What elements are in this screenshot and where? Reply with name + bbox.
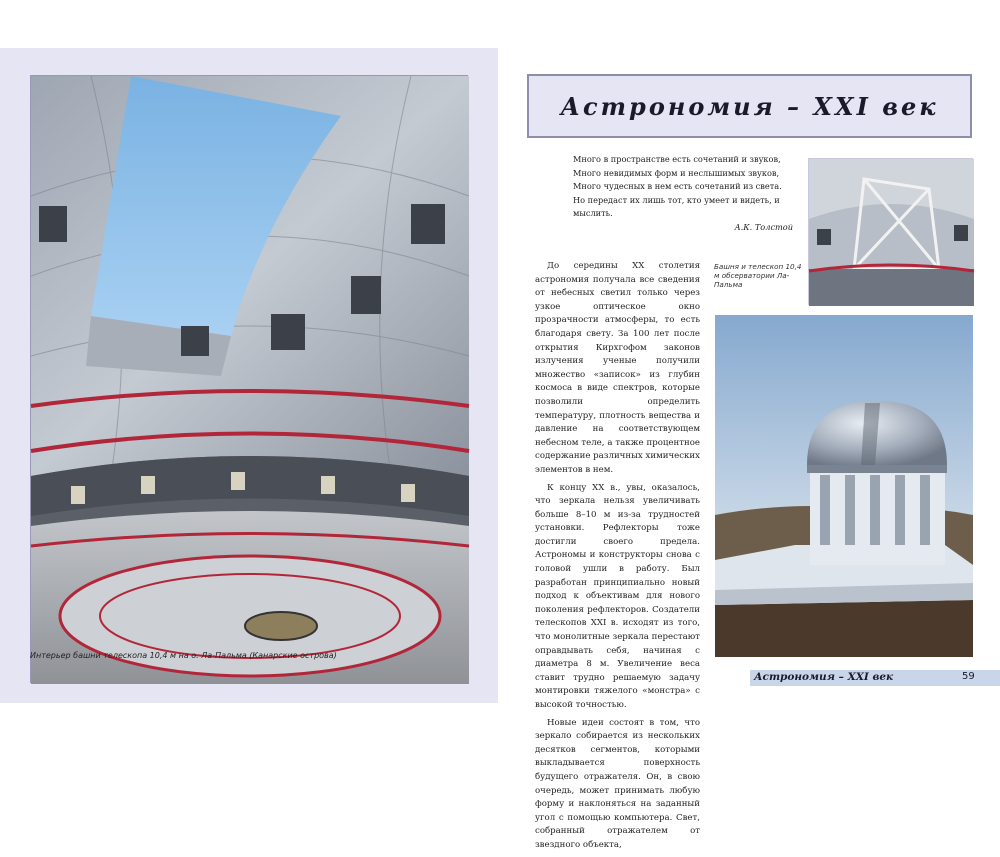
article-body	[535, 260, 700, 857]
poem-author: А.К. Толстой	[734, 221, 793, 232]
poem-line: Много невидимых форм и неслышимых звуков,	[573, 167, 780, 178]
telescope-photo	[808, 158, 973, 305]
page-number: 59	[962, 671, 975, 682]
poem-line: Много в пространстве есть сочетаний и звуков,	[573, 154, 781, 164]
chapter-title-box	[527, 74, 972, 138]
poem-line: Но передаст их лишь тот, кто умеет и видеть, и мыслить.	[573, 194, 780, 218]
observatory-exterior-photo	[715, 315, 973, 657]
left-photo-caption: Интерьер башни телескопа 10,4 м на о. Ла-Пальма (Канарские острова)	[30, 651, 337, 660]
paragraph: Новые идеи состоят в том, что зеркало собирается из нескольких десятков сегментов, которыми выкладывается поверхность будущего отражателя. Он, в свою очередь, может принимать любую форму и наклоняться на заданный угол с помощью компьютера. Свет, собранный отражателем от звездного объекта,	[535, 717, 700, 850]
right-page	[500, 48, 1000, 850]
paragraph: До середины XX столетия астрономия получала все сведения от небесных светил только через узкое оптическое окно прозрачности атмосферы, то есть благодаря свету. За 100 лет после открытия Кирхгофом законов излучения ученые получили множество «записок» из глубин космоса в виде спектров, которые позволили определить температуру, плотность вещества и давление на соответствующем небесном теле, а также процентное содержание различных химических элементов в нем.	[535, 261, 701, 475]
footer-title: Астрономия – XXI век	[754, 671, 894, 683]
chapter-title: Астрономия – XXI век	[560, 91, 939, 121]
poem-line: Много чудесных в нем есть сочетаний из света.	[573, 181, 782, 191]
telescope-photo-caption: Башня и телескоп 10,4 м обсерватории Ла-Пальма	[714, 262, 802, 289]
dome-interior-photo	[30, 75, 468, 683]
paragraph: К концу XX в., увы, оказалось, что зеркала нельзя увеличивать больше 8–10 м из-за трудностей установки. Рефлекторы тоже достигли своего предела. Астрономы и конструкторы снова с головой ушли в работу. Был разработан принципиально новый подход к объективам для нового поколения рефлекторов. Создатели телескопов XXI в. исходят из того, что монолитные зеркала перестают оправдывать себя, начиная с диаметра 8 м. Увеличение веса ставит трудно решаемую задачу монтировки тяжелого «монстра» с высокой точностью.	[535, 482, 700, 710]
left-page	[0, 48, 498, 703]
epigraph-poem	[573, 153, 803, 234]
